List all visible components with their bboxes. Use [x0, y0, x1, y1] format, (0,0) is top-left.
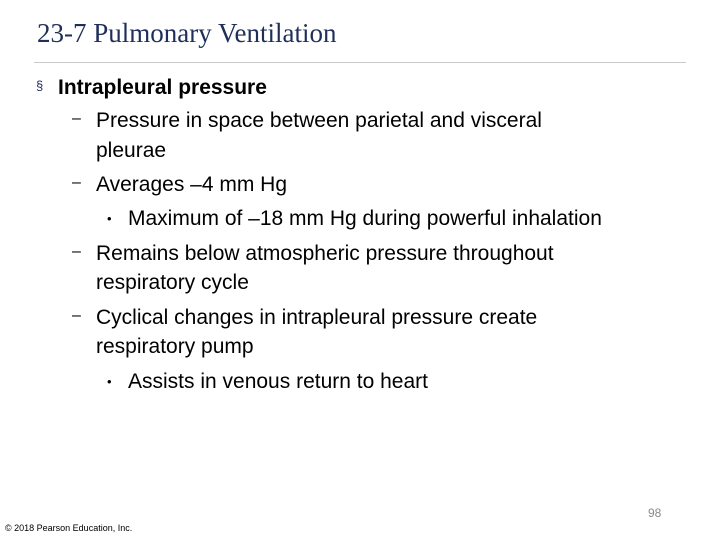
- sub-sub-bullet-venous-return: Assists in venous return to heart: [128, 370, 428, 393]
- sub-bullet-cyclical-changes-cont: respiratory pump: [96, 335, 254, 358]
- slide-title: 23-7 Pulmonary Ventilation: [37, 18, 337, 48]
- sub-bullet-space-pressure: Pressure in space between parietal and visceral: [96, 109, 542, 132]
- sub-bullet-remains-below-cont: respiratory cycle: [96, 271, 249, 294]
- page-number: 98: [648, 506, 662, 520]
- dash-bullet-icon: –: [72, 243, 81, 260]
- section-bullet-icon: §: [36, 78, 44, 93]
- dash-bullet-icon: –: [72, 174, 81, 191]
- dash-bullet-icon: –: [72, 307, 81, 324]
- sub-bullet-remains-below: Remains below atmospheric pressure throughout: [96, 242, 554, 265]
- sub-bullet-averages: Averages –4 mm Hg: [96, 173, 288, 196]
- bullet-intrapleural-pressure: Intrapleural pressure: [58, 76, 267, 99]
- dot-bullet-icon: •: [107, 374, 112, 389]
- dot-bullet-icon: •: [107, 211, 112, 226]
- sub-bullet-cyclical-changes: Cyclical changes in intrapleural pressure create: [96, 306, 538, 329]
- copyright-notice: © 2018 Pearson Education, Inc.: [5, 523, 133, 533]
- sub-sub-bullet-maximum: Maximum of –18 mm Hg during powerful inhalation: [128, 207, 602, 230]
- sub-bullet-space-pressure-cont: pleurae: [96, 139, 167, 162]
- dash-bullet-icon: –: [72, 110, 81, 127]
- title-divider: [34, 62, 686, 63]
